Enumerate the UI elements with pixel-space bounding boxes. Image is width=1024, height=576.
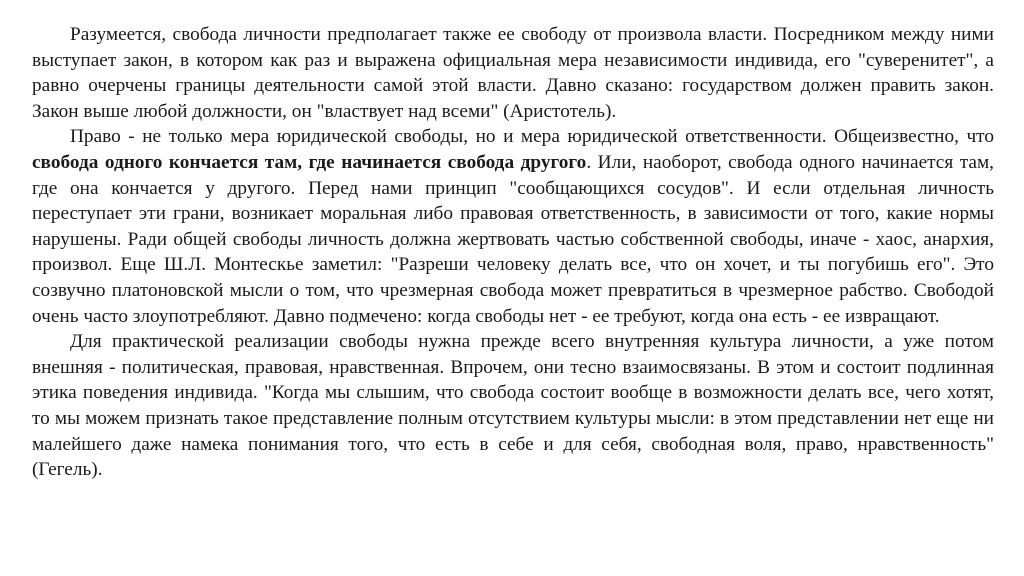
bold-freedom-quote: свобода одного кончается там, где начинается свобода другого bbox=[32, 151, 587, 173]
paragraph-freedom-and-responsibility bbox=[32, 124, 994, 329]
paragraph-law-and-power: Разумеется, свобода личности предполагает также ее свободу от произвола власти. Посредником между ними выступает закон, в котором как раз и выражена официальная мера независимости индивида, его "суверенитет", а равно очерчены границы деятельности самой этой власти. Давно сказано: государством должен править закон. Закон выше любой должности, он "властвует над всеми" (Аристотель). bbox=[32, 24, 994, 122]
paragraph-2-intro: Право - не только мера юридической свободы, но и мера юридической ответственности. Общеизвестно, что bbox=[70, 126, 994, 148]
paragraph-2-rest: . Или, наоборот, свобода одного начинается там, где она кончается у другого. Перед нами принцип "сообщающихся сосудов". И если отдельная личность переступает эти грани, возникает моральная либо правовая ответственность, в зависимости от того, какие нормы нарушены. Ради общей свободы личность должна жертвовать частью собственной свободы, иначе - хаос, анархия, произвол. Еще Ш.Л. Монтескье заметил: "Разреши человеку делать все, что он хочет, и ты погубишь его". Это созвучно платоновской мысли о том, что чрезмерная свобода может превратиться в чрезмерное рабство. Свободой очень часто злоупотребляют. Давно подмечено: когда свободы нет - ее требуют, когда она есть - ее извращают. bbox=[32, 151, 994, 327]
slide-text-block bbox=[32, 22, 994, 483]
paragraph-culture-of-personality: Для практической реализации свободы нужна прежде всего внутренняя культура личности, а уже потом внешняя - политическая, правовая, нравственная. Впрочем, они тесно взаимосвязаны. В этом и состоит подлинная этика поведения индивида. "Когда мы слышим, что свобода состоит вообще в возможности делать все, чего хотят, то мы можем признать такое представление полным отсутствием культуры мысли: в этом представлении нет еще ни малейшего даже намека понимания того, что есть в себе и для себя, свободная воля, право, нравственность" (Гегель). bbox=[32, 331, 994, 481]
